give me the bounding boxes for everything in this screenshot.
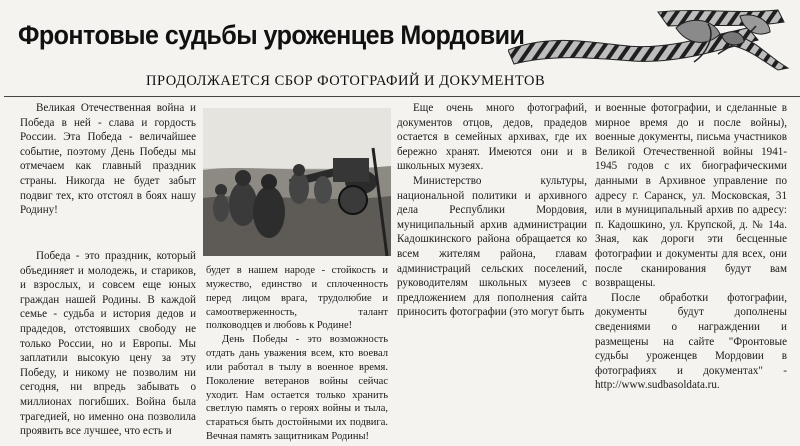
column-1 [20, 101, 196, 218]
paragraph: После обработки фотографии, документы будут дополнены сведениями о награждении и размещены на сайте "Фронтовые судьбы уроженцев Мордовии в фотографиях и документах" - http://www.sudbasoldata.ru. [595, 291, 787, 392]
article-headline: Фронтовые судьбы уроженцев Мордовии [18, 20, 525, 50]
paragraph: и военные фотографии, и сделанные в мирное время до и после войны), военные документы, письма участников Великой Отечественной войны 1941-1945 годов с их биографическими данными в Архивное управление по адресу г. Саранск, ул. Московская, 31 или в муниципальный архив по адресу: п. Кадошкино, ул. Крупской, д. № 14а. Зная, как дороги эти бесценные фотографии и документы для всех, они после сканирования будут вам возвращены. [595, 102, 787, 290]
war-photo-image [203, 108, 391, 256]
column-1-lower [20, 249, 196, 439]
paragraph: Министерство культуры, национальной политики и архивного дела Республики Мордовия, муниципальный архив администрации Кадошкинского района обращается ко всем жителям района, главам администраций сельских поселений, руководителям школьных музеев с предложением для пополнения сайта приносить фотографии (это могут быть [397, 174, 587, 319]
paragraph: Великая Отечественная война и Победа в ней - слава и гордость России. Эта Победа - величайшее событие, поэтому День Победы мы отмечаем как главный праздник страны. Никогда не будет забыт подвиг тех, кто отстоял в боях нашу Родину! [20, 102, 196, 217]
paragraph: Еще очень много фотографий, документов отцов, дедов, прадедов остается в семейных архивах, где их бережно хранят. Имеются они и в школьных музеях. [397, 102, 587, 173]
paragraph: будет в нашем народе - стойкость и мужество, единство и сплоченность перед лицом врага, трудолюбие и самоотверженность, талант полководцев и любовь к Родине! [206, 265, 388, 332]
paragraph: День Победы - это возможность отдать дань уважения всем, кто воевал или работал в тылу в военное время. Поколение ветеранов войны сейчас уходит. Нам остается только хранить светлую память о героях войны и тыла, стараться быть достойными их подвига. Вечная память защитникам Родины! [206, 334, 388, 443]
header-rule [4, 96, 800, 97]
column-2 [206, 264, 388, 444]
column-3 [397, 101, 587, 320]
article-subheadline: ПРОДОЛЖАЕТСЯ СБОР ФОТОГРАФИЙ И ДОКУМЕНТОВ [146, 73, 546, 89]
paragraph: Победа - это праздник, который объединяет и молодежь, и стариков, и взрослых, и совсем еще юных граждан нашей Родины. В каждой семье - судьба и история дедов и прадедов, отстоявших свободу не только России, но и Европы. Мы заплатили высокую цену за эту Победу, и никому не позволим ни сегодня, ни впредь забывать о миллионах погибших. Война была трагедией, но именно она позволила проявить все лучшее, что есть и [20, 250, 196, 438]
column-4 [595, 101, 787, 393]
st-george-ribbon-icon [508, 6, 794, 72]
